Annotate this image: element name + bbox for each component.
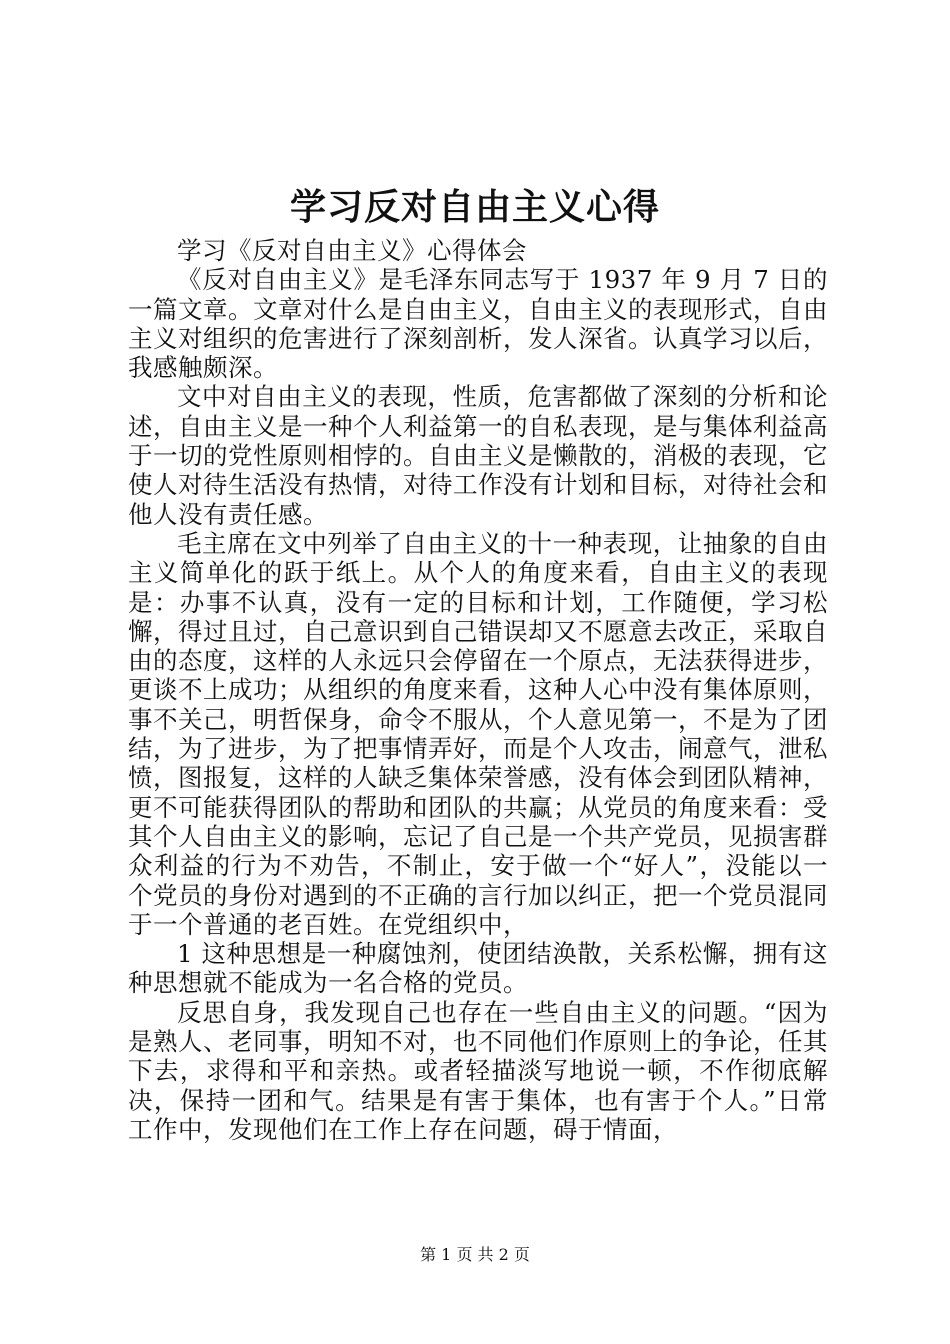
paragraph-corrosion: 1 这种思想是一种腐蚀剂，使团结涣散，关系松懈，拥有这种思想就不能成为一名合格的党员。 <box>128 939 828 998</box>
paragraph-subtitle: 学习《反对自由主义》心得体会 <box>177 236 527 265</box>
paragraph-manifestations: 毛主席在文中列举了自由主义的十一种表现，让抽象的自由主义简单化的跃于纸上。从个人的角度来看，自由主义的表现是：办事不认真，没有一定的目标和计划，工作随便，学习松懈，得过且过，自己意识到自己错误却又不愿意去改正，采取自由的态度，这样的人永远只会停留在一个原点，无法获得进步，更谈不上成功；从组织的角度来看，这种人心中没有集体原则，事不关己，明哲保身，命令不服从，个人意见第一，不是为了团结，为了进步，为了把事情弄好，而是个人攻击，闹意气，泄私愤，图报复，这样的人缺乏集体荣誉感，没有体会到团队精神，更不可能获得团队的帮助和团队的共赢；从党员的角度来看：受其个人自由主义的影响，忘记了自己是一个共产党员，见损害群众利益的行为不劝告，不制止，安于做一个“好人”，没能以一个党员的身份对遇到的不正确的言行加以纠正，把一个党员混同于一个普通的老百姓。在党组织中， <box>128 528 828 939</box>
document-body <box>128 236 828 1144</box>
paragraph-reflection: 反思自身，我发现自己也存在一些自由主义的问题。“因为是熟人、老同事，明知不对，也不同他们作原则上的争论，任其下去，求得和平和亲热。或者轻描淡写地说一顿，不作彻底解决，保持一团和气。结果是有害于集体，也有害于个人。”日常工作中，发现他们在工作上存在问题，碍于情面， <box>128 997 828 1144</box>
paragraph-intro: 《反对自由主义》是毛泽东同志写于 1937 年 9 月 7 日的一篇文章。文章对什么是自由主义，自由主义的表现形式，自由主义对组织的危害进行了深刻剖析，发人深省。认真学习以后，我感触颇深。 <box>128 265 828 383</box>
page-footer: 第 1 页 共 2 页 <box>420 1245 530 1264</box>
document-title: 学习反对自由主义心得 <box>289 186 660 228</box>
paragraph-analysis: 文中对自由主义的表现，性质，危害都做了深刻的分析和论述，自由主义是一种个人利益第一的自私表现，是与集体利益高于一切的党性原则相悖的。自由主义是懒散的，消极的表现，它使人对待生活没有热情，对待工作没有计划和目标，对待社会和他人没有责任感。 <box>128 382 828 529</box>
